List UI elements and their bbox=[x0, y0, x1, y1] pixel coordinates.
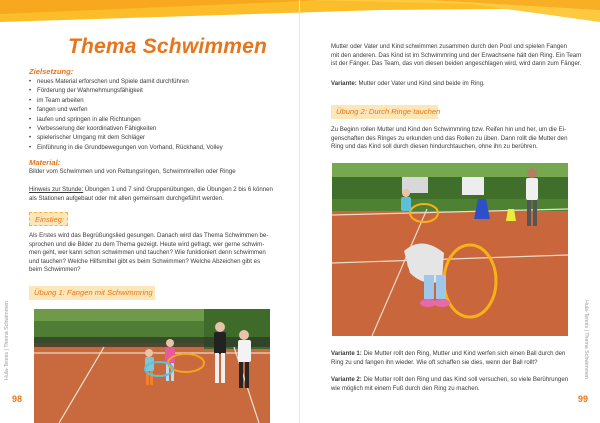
uebung2-paragraph bbox=[331, 126, 567, 152]
goal-item: • Verbesserung der koordinativen Fähigkeiten bbox=[29, 124, 279, 133]
hinweis-line2: als Stationen aufgebaut oder mit allen gemeinsam durchgeführt werden. bbox=[29, 194, 224, 202]
variante1-line1: Die Mutter rollt den Ring, Mutter und Kind werfen sich einen Ball durch den bbox=[361, 350, 566, 357]
variante2-line2: wie möglich mit einem Fuß durch den Ring zu machen. bbox=[331, 384, 480, 392]
uebung1-heading: Übung 1: Fangen mit Schwimmring bbox=[34, 288, 153, 297]
uebung2-line: Zu Beginn rollen Mutter und Kind den Schwimmring bzw. Reifen hin und her, um die Ei- bbox=[331, 126, 567, 133]
goal-item: • laufen und springen in alle Richtungen bbox=[29, 115, 279, 124]
hinweis-line1: Übungen 1 und 7 sind Gruppenübungen, die Übungen 2 bis 6 können bbox=[83, 186, 273, 193]
uebung2-heading-box bbox=[331, 105, 441, 119]
right-page bbox=[300, 0, 600, 423]
zielsetzung-heading: Zielsetzung: bbox=[29, 67, 74, 76]
page-number-left: 98 bbox=[12, 394, 23, 404]
einstieg-paragraph bbox=[29, 232, 268, 275]
einstieg-heading-box bbox=[29, 212, 68, 226]
goal-item: • neues Material erforschen und Spiele damit durchführen bbox=[29, 77, 279, 86]
einstieg-line: men geht, wer kann schon schwimmen und tauchen? Wie funktioniert denn schwimmen bbox=[29, 249, 266, 256]
variante2-label: Variante 2: bbox=[331, 376, 362, 383]
einstieg-line: und tauchen? Welche Hilfsmittel gibt es beim Schwimmen? Welche Abzeichen gibt es bbox=[29, 257, 261, 265]
variante-paragraph bbox=[331, 80, 485, 89]
einstieg-line: sprochen und die Bilder zu dem Thema gezeigt. Heute wird gefragt, wer gerne schwim- bbox=[29, 240, 265, 248]
uebung1-heading-box bbox=[29, 286, 155, 300]
intro-line: Mutter oder Vater und Kind schwimmen zusammen durch den Pool und spielen Fangen bbox=[331, 43, 567, 50]
page-number-right: 99 bbox=[578, 394, 589, 404]
variante-text: Mutter oder Vater und Kind sind beide im Ring. bbox=[356, 80, 485, 87]
variante1-label: Variante 1: bbox=[331, 350, 362, 357]
variante1-line2: Ring zu und fangen ihn wieder. Wie oft schaffen sie dies, wenn der Ball rollt? bbox=[331, 358, 538, 366]
goal-item: • im Team arbeiten bbox=[29, 96, 279, 105]
material-heading: Material: bbox=[29, 158, 61, 167]
intro-line: mit den anderen. Das Kind ist im Schwimmring und der Erwachsene hält den Ring. Ein Team bbox=[331, 51, 582, 59]
variante2-line1: Die Mutter rollt den Ring und das Kind soll versuchen, so viele Berührungen bbox=[361, 376, 569, 383]
intro-paragraph bbox=[331, 43, 581, 69]
einstieg-line: Als Erstes wird das Begrüßungslied gesungen. Danach wird das Thema Schwimmen be- bbox=[29, 232, 269, 239]
einstieg-line: beim Schwimmen? bbox=[29, 266, 81, 273]
hinweis-paragraph bbox=[29, 186, 273, 203]
variante1-paragraph bbox=[331, 350, 565, 367]
variante2-paragraph bbox=[331, 376, 568, 393]
uebung2-line: Ring und das Kind soll durch diesen hindurchtauchen, ohne ihn zu berühren. bbox=[331, 143, 538, 150]
goals-list bbox=[29, 77, 279, 152]
goal-item: • spielerischer Umgang mit dem Schläger bbox=[29, 133, 279, 142]
goal-item: • fangen und werfen bbox=[29, 105, 279, 114]
side-label-right: Hula-Tennis | Thema Schwimmen bbox=[583, 300, 589, 379]
goal-item: • Einführung in die Grundbewegungen von Vorhand, Rückhand, Volley bbox=[29, 143, 279, 152]
uebung2-line: genschaften des Ringes zu erkunden und das Rollen zu üben. Dann rollt die Mutter den bbox=[331, 134, 568, 142]
side-label-left: Hula-Tennis | Thema Schwimmen bbox=[4, 301, 10, 380]
material-text: Bilder vom Schwimmen und von Rettungsringen, Schwimmreifen oder Ringe bbox=[29, 168, 236, 175]
page-title: Thema Schwimmen bbox=[68, 35, 268, 58]
variante-label: Variante: bbox=[331, 80, 357, 87]
exercise-photo-right bbox=[332, 163, 568, 336]
hinweis-label: Hinweis zur Stunde: bbox=[29, 186, 84, 193]
goal-item: • Förderung der Wahrnehmungsfähigkeit bbox=[29, 86, 279, 95]
exercise-photo-left bbox=[34, 309, 270, 423]
einstieg-heading: Einstieg: bbox=[35, 215, 65, 224]
intro-line: ist der Fänger. Das Team, das von diesen beiden angeschlagen wird, wird dann zum Fänger. bbox=[331, 60, 582, 67]
uebung2-heading: Übung 2: Durch Ringe tauchen bbox=[336, 107, 441, 116]
